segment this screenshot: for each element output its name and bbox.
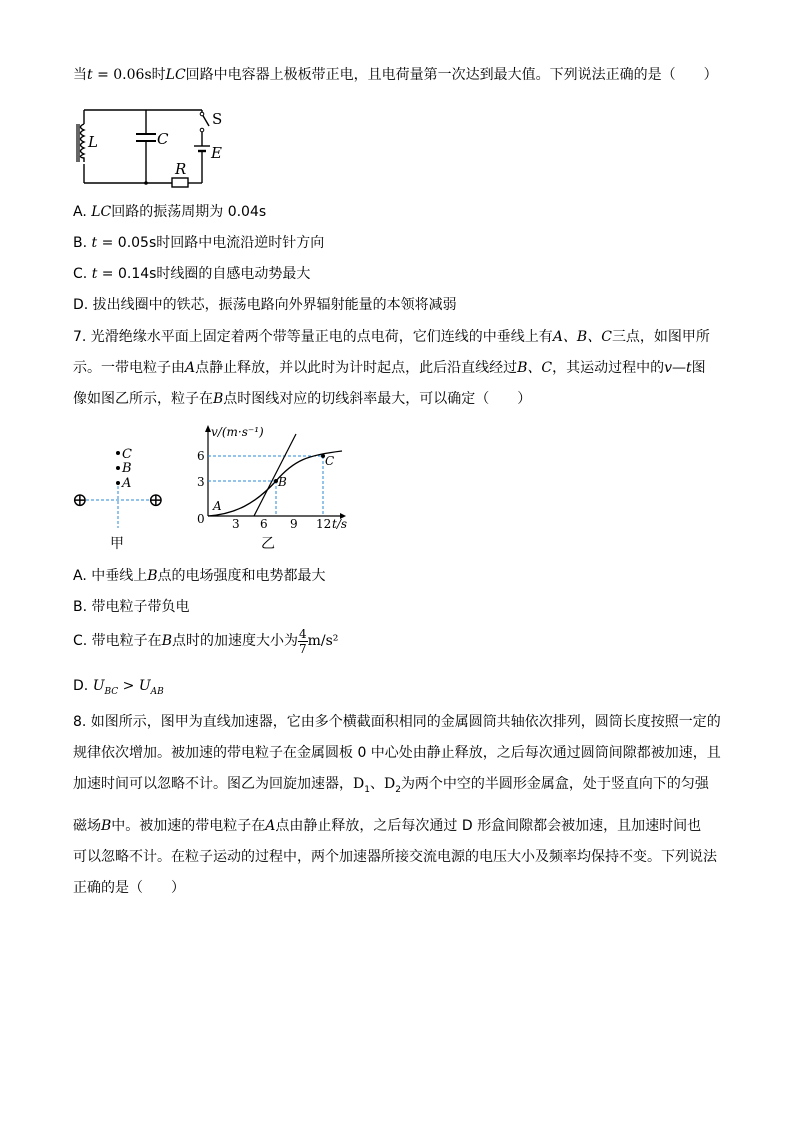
q7-l2-a: 示。一带电粒子由 [73, 360, 185, 376]
q6-option-a-pre: A. [73, 204, 92, 220]
q7-l3-B: B [213, 391, 224, 407]
q8-D1: D [353, 776, 365, 792]
label-S: S [212, 110, 223, 128]
yi-ytick-6: 6 [197, 449, 205, 463]
label-L: L [88, 133, 98, 151]
q6-stem [73, 66, 718, 84]
q8-sep: 、 [369, 776, 384, 792]
q7-l2-A: A [185, 360, 196, 376]
q7-l1-points: A、B、C [552, 329, 612, 345]
point-A: A [122, 476, 132, 491]
q7-l3-a: 像如图乙所示，粒子在 [73, 391, 213, 407]
q7-l1: 7. 光滑绝缘水平面上固定着两个带等量正电的点电荷，它们连线的中垂线上有 [73, 329, 553, 345]
point-C: C [122, 447, 132, 462]
q6-option-b-text: = 0.05s时回路中电流沿逆时针方向 [97, 235, 325, 251]
q7-l2-d: 图 [691, 360, 706, 376]
q8-line1: 8. 如图所示，图甲为直线加速器，它由多个横截面积相同的金属圆筒共轴依次排列，圆筒长度按照一定的 [73, 714, 721, 730]
q6-option-d: D. 拔出线圈中的铁芯，振荡电路向外界辐射能量的本领将减弱 [73, 297, 457, 313]
q6-option-a [73, 203, 266, 221]
q6-stem-pre: 当 [73, 67, 87, 83]
q7-l2-BC: B、C [517, 360, 553, 376]
q7-option-d-U2: U [138, 678, 151, 694]
q6-option-b [73, 234, 324, 252]
q6-option-b-t: t [91, 235, 98, 251]
q7-option-d-sub1: BC [104, 686, 119, 697]
q7-option-d-U1: U [92, 678, 105, 694]
yi-point-B: B [278, 475, 287, 489]
q7-option-d-gt: > [118, 678, 139, 694]
yi-ylabel: v/(m·s⁻¹) [211, 425, 264, 439]
q8-l4-c: 点由静止释放，之后每次通过 D 形盒间隙都会被加速，且加速时间也 [275, 818, 702, 834]
q7-option-c-mid: 点时的加速度大小为 [171, 633, 298, 649]
yi-ytick-3: 3 [197, 475, 205, 489]
fraction-4-7 [298, 627, 308, 656]
q7-option-d-sub2: AB [150, 686, 164, 697]
q7-l2-b: 点静止释放，并以此时为计时起点，此后沿直线经过 [195, 360, 518, 376]
q8-D1-sub: 1 [364, 784, 370, 795]
yi-xtick-12: 12 [316, 517, 332, 531]
fraction-numerator: 4 [298, 626, 307, 641]
charge-left: ⊕ [72, 489, 88, 511]
label-E: E [211, 144, 222, 162]
q8-l4-b: 中。被加速的带电粒子在 [111, 818, 266, 834]
q6-option-c-pre: C. [73, 266, 92, 282]
q6-stem-lc: LC [165, 67, 186, 83]
q8-line2: 规律依次增加。被加速的带电粒子在金属圆板 0 中心处由静止释放，之后每次通过圆筒间隙都被加速，且 [73, 745, 721, 761]
yi-xtick-6: 6 [260, 517, 268, 531]
label-R: R [175, 160, 187, 178]
q6-option-c-text: = 0.14s时线圈的自感电动势最大 [97, 266, 311, 282]
q8-l4-B: B [101, 818, 112, 834]
q6-stem-eq: = 0.06s [92, 67, 152, 83]
q8-l3-a: 加速时间可以忽略不计。图乙为回旋加速器， [73, 776, 353, 792]
q8-l4-A: A [265, 818, 276, 834]
q7-option-c-unit: m/s² [307, 633, 339, 649]
q6-stem-mid: 时 [151, 67, 166, 83]
q7-option-a-text: 点的电场强度和电势都最大 [157, 568, 326, 584]
q7-option-a [73, 567, 326, 585]
q7-stem-line3 [73, 390, 531, 408]
point-B: B [122, 461, 132, 476]
yi-origin: 0 [197, 512, 205, 526]
figure-yi-vt-graph [190, 420, 360, 555]
q8-l4-a: 磁场 [73, 818, 101, 834]
q7-stem-line1 [73, 328, 710, 346]
q6-option-c-t: t [91, 266, 98, 282]
q7-option-c-pre: C. 带电粒子在 [73, 633, 162, 649]
yi-point-A: A [213, 499, 222, 513]
q6-option-b-pre: B. [73, 235, 92, 251]
caption-jia: 甲 [110, 536, 124, 552]
q7-option-c [73, 626, 338, 656]
q7-l2-vt: v—t [664, 360, 692, 376]
lc-circuit-diagram [72, 100, 232, 190]
yi-xtick-3: 3 [232, 517, 240, 531]
q7-option-d-pre: D. [73, 678, 93, 694]
q8-D2: D [383, 776, 396, 792]
caption-yi: 乙 [261, 536, 275, 552]
q8-line4 [73, 817, 701, 835]
figure-jia [66, 440, 176, 555]
q8-line5: 可以忽略不计。在粒子运动的过程中，两个加速器所接交流电源的电压大小及频率均保持不变。下列说法 [73, 849, 717, 865]
q7-option-a-B: B [147, 568, 158, 584]
q7-l1-end: 三点，如图甲所 [611, 329, 710, 345]
q7-option-b: B. 带电粒子带负电 [73, 599, 190, 615]
q7-option-a-pre: A. 中垂线上 [73, 568, 148, 584]
q7-option-d [73, 677, 164, 701]
q8-D2-sub: 2 [395, 784, 401, 795]
q6-stem-t: t [87, 67, 93, 83]
charge-right: ⊕ [148, 489, 164, 511]
q6-option-a-lc: LC [91, 204, 112, 220]
q8-l3-b: 为两个中空的半圆形金属盒，处于竖直向下的匀强 [400, 776, 709, 792]
yi-xlabel: t/s [332, 517, 348, 531]
q7-stem-line2 [73, 359, 706, 377]
q7-option-c-B: B [161, 633, 172, 649]
yi-xtick-9: 9 [290, 517, 298, 531]
fraction-denominator: 7 [298, 641, 307, 656]
yi-point-C: C [325, 454, 335, 468]
q6-option-a-text: 回路的振荡周期为 0.04s [111, 204, 267, 220]
q8-line3 [73, 775, 709, 799]
q6-stem-post: 回路中电容器上极板带正电，且电荷量第一次达到最大值。下列说法正确的是（ ） [185, 67, 718, 83]
q7-l2-c: ，其运动过程中的 [552, 360, 665, 376]
q7-l3-b: 点时图线对应的切线斜率最大，可以确定（ ） [223, 391, 532, 407]
label-C: C [157, 130, 169, 148]
q6-option-c [73, 265, 310, 283]
q8-line6: 正确的是（ ） [73, 880, 185, 896]
